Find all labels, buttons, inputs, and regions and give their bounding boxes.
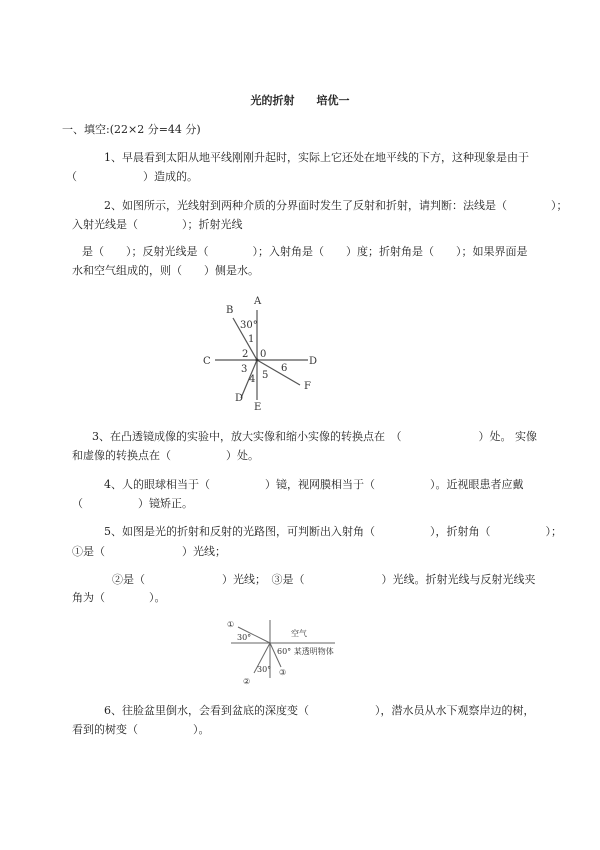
question-text: （ ）镜矫正。 [72, 497, 193, 510]
question-text: 入射光线是（ ）；折射光线 [72, 218, 243, 231]
label-angle-30: 30° [240, 320, 258, 331]
label-6: 6 [281, 363, 288, 374]
label-circle-2: ② [243, 677, 251, 686]
question-text: （ ）造成的。 [66, 170, 198, 183]
label-E: E [254, 402, 262, 413]
label-angle-30-top: 30° [237, 633, 252, 642]
question-text: 6、往脸盆里倒水，会看到盆底的深度变（ ），潜水员从水下观察岸边的树， [104, 704, 535, 717]
section-heading: 一、填空:(22×2 分=44 分) [62, 123, 201, 136]
question-text: 看到的树变（ ）。 [72, 723, 210, 736]
label-air: 空气 [291, 629, 307, 638]
question-text: 3、在凸透镜成像的实验中，放大实像和缩小实像的转换点在 （ ）处。 实像 [92, 430, 537, 443]
point-O [256, 359, 259, 362]
question-text: ②是（ ）光线； ③是（ ）光线。折射光线与反射光线夹 [112, 573, 536, 586]
question-text: 和虚像的转换点在（ ）处。 [72, 449, 259, 462]
label-1: 1 [248, 334, 255, 345]
label-B: B [226, 305, 234, 316]
label-D-lower: D [235, 393, 244, 404]
label-3: 3 [241, 364, 248, 375]
question-text: 是（ ）；反射光线是（ ）；入射角是（ ）度；折射角是（ ）；如果界面是 [82, 245, 528, 258]
label-angle-30-bottom: 30° [257, 665, 272, 674]
label-C: C [203, 356, 211, 367]
label-D-right: D [309, 356, 318, 367]
question-text: 4、人的眼球相当于（ ）镜，视网膜相当于（ ）。近视眼患者应戴 [104, 478, 524, 491]
label-F: F [304, 381, 311, 392]
label-A: A [254, 296, 262, 307]
label-circle-3: ③ [279, 668, 287, 677]
question-text: 水和空气组成的，则（ ）侧是水。 [72, 264, 259, 277]
question-text: ①是（ ）光线； [72, 545, 226, 558]
label-5: 5 [262, 370, 269, 381]
question-text: 5、如图是光的折射和反射的光路图，可判断出入射角（ ），折射角（ ）； [104, 525, 562, 538]
page-title: 光的折射 培优一 [250, 94, 350, 107]
label-2: 2 [242, 349, 249, 360]
question-text: 角为（ ）。 [72, 591, 166, 604]
label-O: 0 [260, 349, 267, 360]
question-text: 2、如图所示，光线射到两种介质的分界面时发生了反射和折射，请判断：法线是（ ）； [104, 199, 568, 212]
question-text: 1、早晨看到太阳从地平线刚刚升起时，实际上它还处在地平线的下方，这种现象是由于 [104, 151, 529, 164]
label-4: 4 [249, 374, 256, 385]
label-circle-1: ① [227, 620, 235, 629]
label-medium: 60° 某透明物体 [277, 647, 334, 656]
